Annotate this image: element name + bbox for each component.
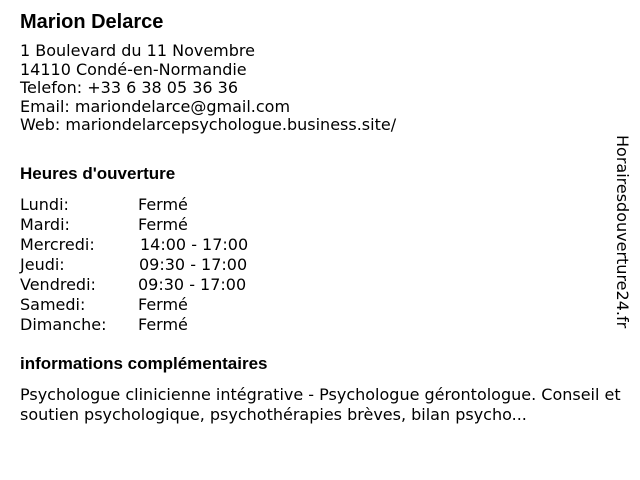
time-value: Fermé: [138, 295, 188, 314]
day-label: Mardi:: [20, 215, 70, 234]
time-value: 14:00 - 17:00: [140, 235, 249, 254]
site-watermark: Horairesdouverture24.fr: [613, 135, 632, 329]
day-label: Samedi:: [20, 295, 86, 314]
time-value: Fermé: [138, 215, 188, 234]
time-value: 09:30 - 17:00: [139, 255, 248, 274]
day-label: Dimanche:: [20, 315, 107, 334]
day-label: Lundi:: [20, 195, 69, 214]
email-text: Email: mariondelarce@gmail.com: [20, 96, 291, 116]
time-value: Fermé: [138, 315, 188, 334]
contact-details: [20, 42, 620, 135]
additional-info-text: Psychologue clinicienne intégrative - Psychologue gérontologue. Conseil et soutien psychologique, psychothérapies brèves, bilan psycho...: [20, 385, 621, 424]
day-label: Jeudi:: [20, 255, 65, 274]
address-line-1: 1 Boulevard du 11 Novembre: [20, 41, 255, 60]
website-text: Web: mariondelarcepsychologue.business.site/: [20, 115, 397, 134]
address-line-2: 14110 Condé-en-Normandie: [20, 59, 247, 79]
business-card: [20, 10, 621, 424]
phone-text: Telefon: +33 6 38 05 36 36: [20, 78, 239, 97]
day-label: Mercredi:: [20, 235, 95, 254]
opening-hours-title: Heures d'ouverture: [20, 164, 176, 183]
time-value: Fermé: [138, 195, 188, 214]
time-value: 09:30 - 17:00: [138, 275, 247, 294]
business-name: Marion Delarce: [20, 11, 164, 33]
day-label: Vendredi:: [20, 275, 96, 294]
additional-info-title: informations complémentaires: [20, 354, 268, 373]
